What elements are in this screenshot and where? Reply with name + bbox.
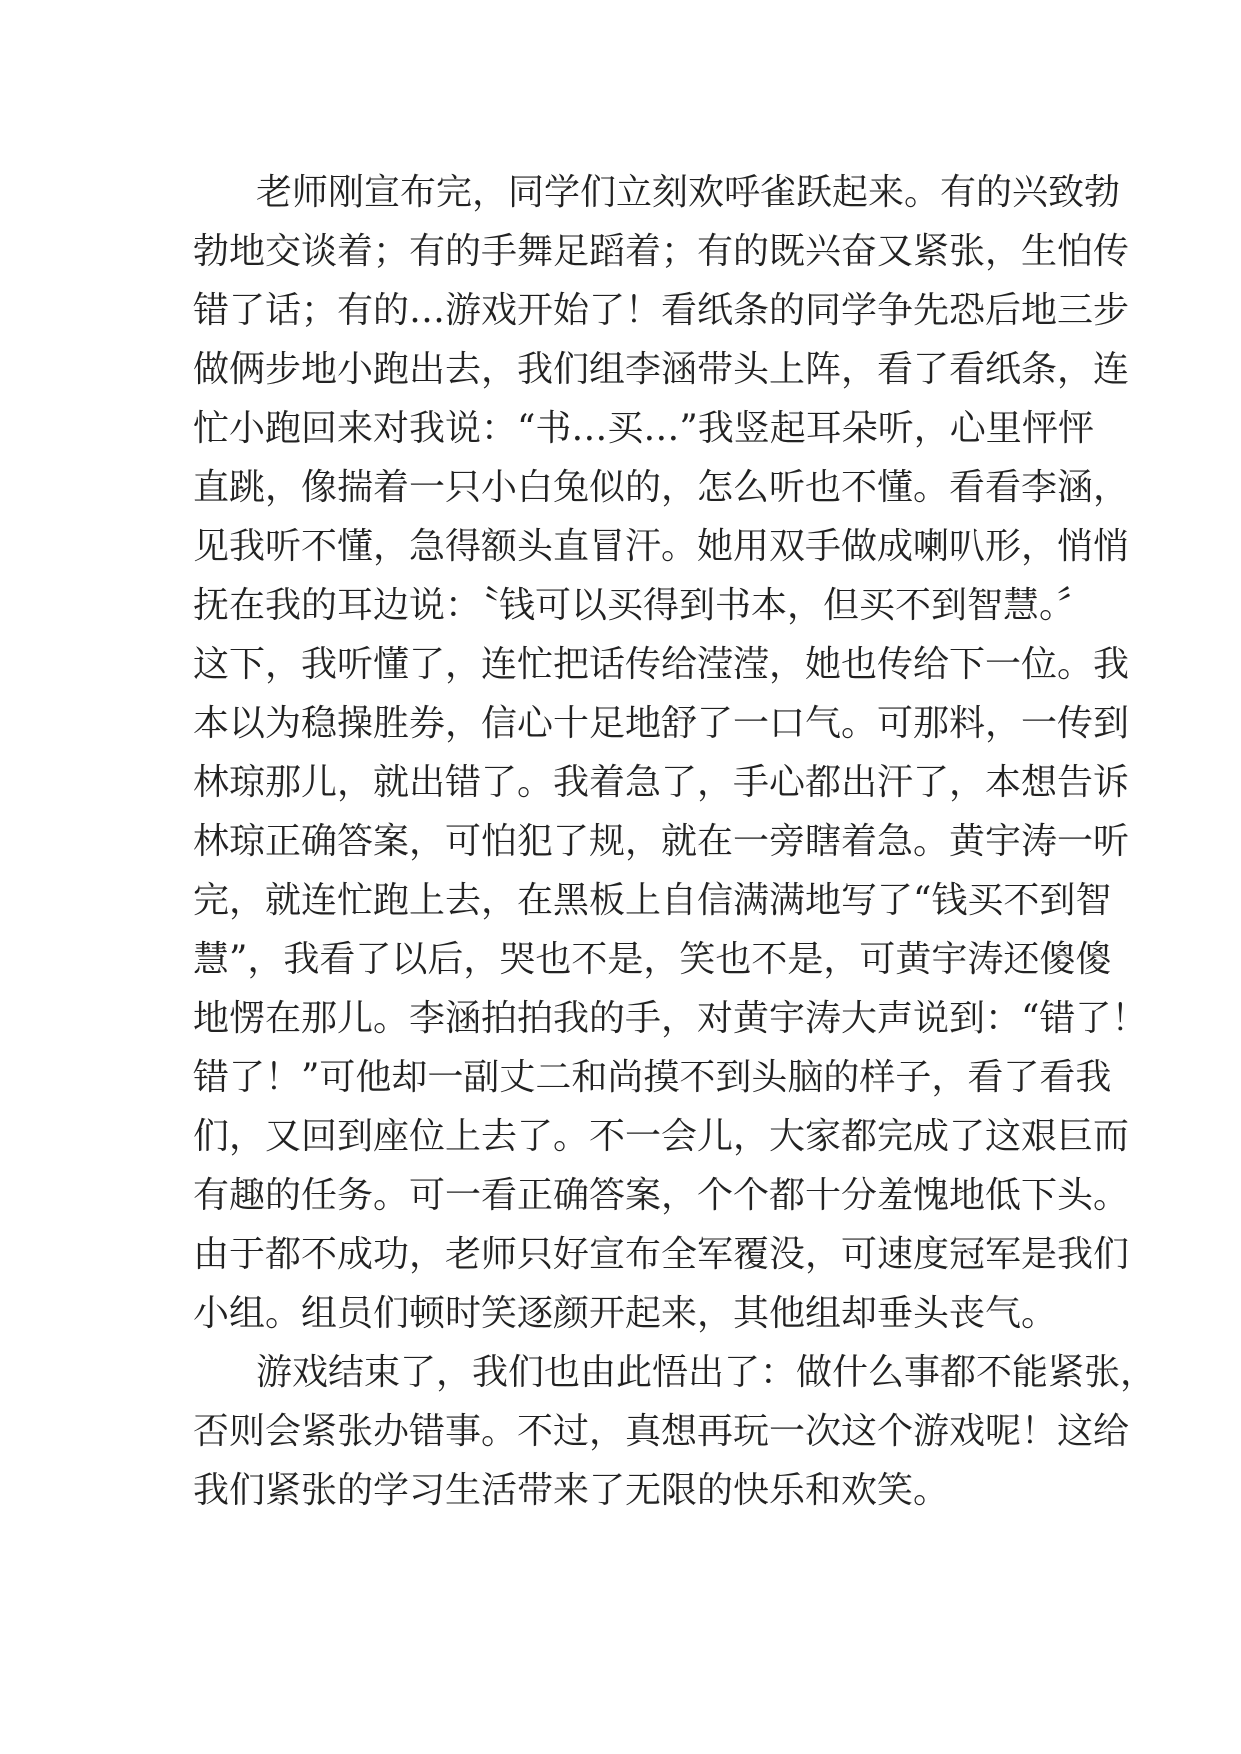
text-line: 小组。组员们顿时笑逐颜开起来，其他组却垂头丧气。 (193, 1293, 1058, 1334)
text-line: 游戏结束了，我们也由此悟出了：做什么事都不能紧张， (256, 1352, 1157, 1393)
text-line: 完，就连忙跑上去，在黑板上自信满满地写了“钱买不到智 (193, 880, 1112, 921)
text-line: 由于都不成功，老师只好宣布全军覆没，可速度冠军是我们 (193, 1234, 1130, 1275)
essay-body (193, 163, 1157, 1520)
text-line: 错了！”可他却一副丈二和尚摸不到头脑的样子，看了看我 (193, 1057, 1112, 1098)
paragraph-1 (193, 163, 1148, 1343)
text-line: 林琼那儿，就出错了。我着急了，手心都出汗了，本想告诉 (193, 762, 1130, 803)
text-line: 林琼正确答案，可怕犯了规，就在一旁瞎着急。黄宇涛一听 (193, 821, 1130, 862)
text-line: 忙小跑回来对我说：“书…买…”我竖起耳朵听，心里怦怦 (193, 408, 1094, 449)
text-line: 错了话；有的…游戏开始了！看纸条的同学争先恐后地三步 (193, 290, 1130, 331)
text-line: 直跳，像揣着一只小白兔似的，怎么听也不懂。看看李涵， (193, 467, 1130, 508)
text-line: 们，又回到座位上去了。不一会儿，大家都完成了这艰巨而 (193, 1116, 1130, 1157)
text-line: 有趣的任务。可一看正确答案，个个都十分羞愧地低下头。 (193, 1175, 1130, 1216)
text-line: 见我听不懂，急得额头直冒汗。她用双手做成喇叭形，悄悄 (193, 526, 1130, 567)
text-line: 老师刚宣布完，同学们立刻欢呼雀跃起来。有的兴致勃 (256, 172, 1121, 213)
text-line: 这下，我听懂了，连忙把话传给滢滢，她也传给下一位。我 (193, 644, 1130, 685)
text-line: 本以为稳操胜券，信心十足地舒了一口气。可那料，一传到 (193, 703, 1130, 744)
text-line: 慧”，我看了以后，哭也不是，笑也不是，可黄宇涛还傻傻 (193, 939, 1112, 980)
text-line: 我们紧张的学习生活带来了无限的快乐和欢笑。 (193, 1470, 950, 1511)
text-line: 勃地交谈着；有的手舞足蹈着；有的既兴奋又紧张，生怕传 (193, 231, 1130, 272)
text-line: 否则会紧张办错事。不过，真想再玩一次这个游戏呢！这给 (193, 1411, 1130, 1452)
text-line: 做俩步地小跑出去，我们组李涵带头上阵，看了看纸条，连 (193, 349, 1130, 390)
paragraph-2 (193, 1343, 1157, 1520)
text-line: 地愣在那儿。李涵拍拍我的手，对黄宇涛大声说到：“错了！ (193, 998, 1148, 1039)
text-line: 抚在我的耳边说：〝钱可以买得到书本，但买不到智慧。〞 (193, 585, 1094, 626)
